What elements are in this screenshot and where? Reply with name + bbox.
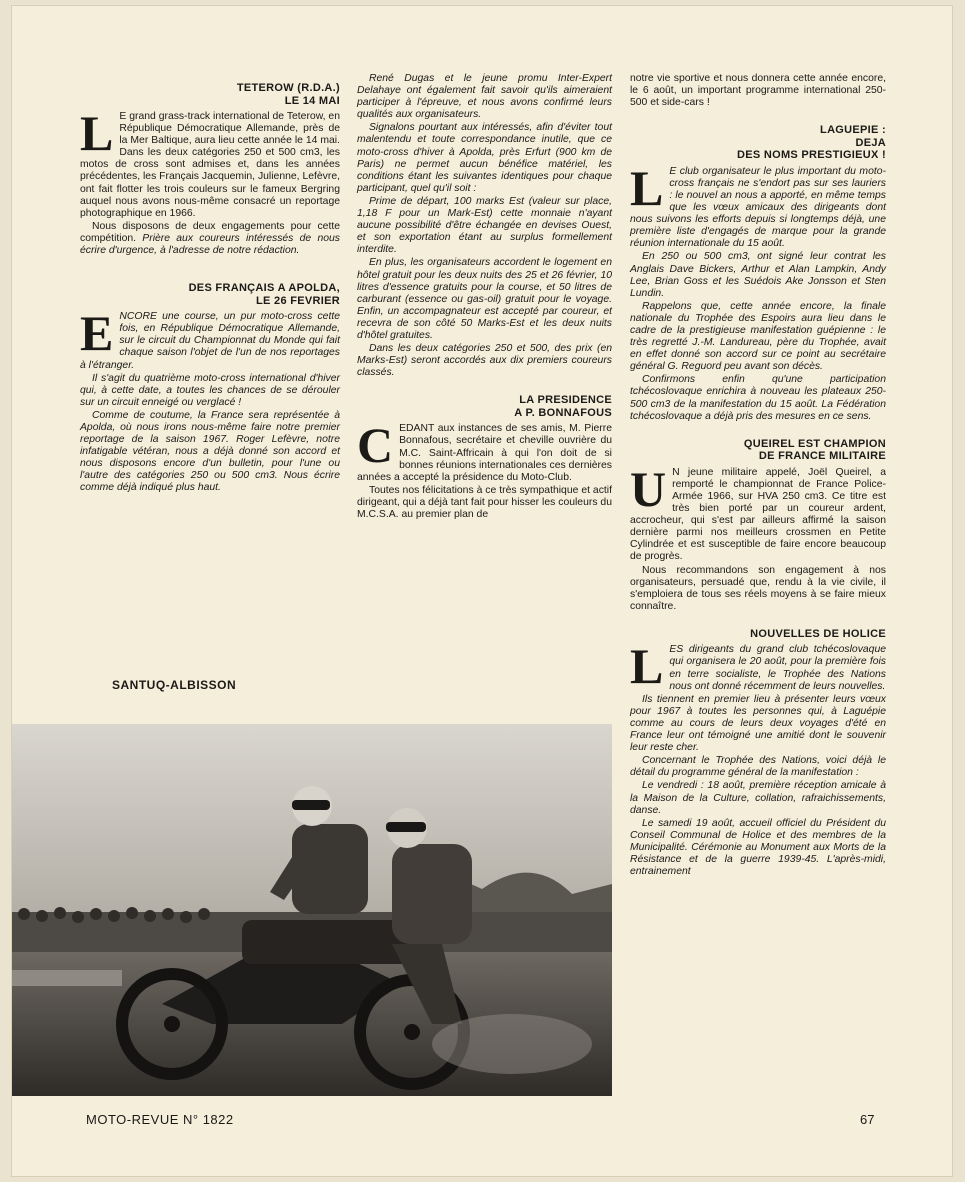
text: E club organisateur le plus important du moto-cross français ne s'endort pas sur ses lauriers : le nouvel an nous a apporté, en même temps que les vœux amicaux des dirigeants dont nous suivons les efforts depuis si longtemps déjà, une première liste d'engagés de marque pour la grande réunion internationale du 15 août. (630, 165, 886, 250)
headline-line: DEJA (855, 136, 886, 149)
article-paragraph: Dans les deux catégories 250 et 500, des prix (en Marks-Est) seront accordés aux dix premiers coureurs classés. (357, 343, 612, 379)
article-paragraph: Toutes nos félicitations à ce très sympathique et actif dirigeant, qui a déjà tant fait pour hisser les couleurs du M.C.S.A. au premier plan de (357, 484, 612, 520)
headline-line: DES NOMS PRESTIGIEUX ! (736, 149, 886, 162)
headline-line: QUEIREL EST CHAMPION (743, 437, 886, 450)
headline-line: DES FRANÇAIS A APOLDA, (188, 282, 340, 295)
article-paragraph: Nous recommandons son engagement à nos organisateurs, persuadé que, rendu à la vie civile, il s'emploiera de tous ses réels moyens à se faire mieux connaître. (630, 564, 886, 612)
text: Prière aux coureurs intéressés de nous écrire d'urgence, à l'adresse de notre rédaction. (80, 232, 340, 257)
spacer (80, 258, 340, 276)
headline-line: A P. BONNAFOUS (514, 406, 612, 419)
article-paragraph (80, 105, 340, 220)
article-paragraph: Signalons pourtant aux intéressés, afin d'éviter tout malentendu et toute correspondance inutile, que ce moto-cross d'hiver à Apolda, près Erfurt (900 km de Paris) ne permet aucun bénéfice matériel, les conditions étant les suivantes identiques pour chaque participant, quel qu'il soit : (357, 122, 612, 194)
headline-line: DE FRANCE MILITAIRE (758, 450, 886, 463)
headline-line: LE 14 MAI (284, 94, 340, 107)
article-paragraph: Prime de départ, 100 marks Est (valeur sur place, 1,18 F pour un Mark-Est) cette monnaie n'ayant aucune possibilité d'être échangée en devises Ouest, et son exportation étant au surplus formellement interdite. (357, 195, 612, 256)
page-number: 67 (860, 1112, 875, 1127)
text: N jeune militaire appelé, Joël Queirel, a remporté le championnat de France Police-Armée 1966, sur HVA 250 cm3. Ce titre est très bien porté par un coureur ardent, accrocheur, qui s'est par ailleurs affirmé la saison dernière parmi nos meilleurs crossmen en Petite Cylindrée et est susceptible de faire encore beaucoup de progrès. (630, 466, 886, 563)
headline-holice (630, 628, 886, 641)
column-2 (357, 73, 612, 522)
drop-cap: U (630, 460, 667, 517)
article-paragraph: En plus, les organisateurs accordent le logement en hôtel gratuit pour les deux nuits des 25 et 26 février, 10 litres d'essence gratuits pour la course, et 50 litres de carburant (essence ou gas-oil) gratuit pour le voyage. Enfin, un accompagnateur est accepté par coureur, et recevra de son côté 50 Marks-Est et les deux nuits d'hôtel gratuites. (357, 257, 612, 341)
drop-cap: E (80, 305, 114, 362)
sidecar-photo-image (12, 724, 612, 1096)
text: NCORE une course, un pur moto-cross cette fois, en République Démocratique Allemande, sur le circuit du Championnat du Monde qui fait chaque saison l'objet de l'un de nos reportages à l'étranger. (80, 311, 340, 371)
text: EDANT aux instances de ses amis, M. Pierre Bonnafous, secrétaire et cheville ouvrière du M.C. Saint-Affricain à qui l'on doit de si bonnes réunions internationales ces dernières années a accepté la présidence du Moto-Club. (357, 423, 612, 483)
headline-teterow (80, 82, 340, 107)
headline-line: LA PRESIDENCE (519, 394, 612, 407)
photo-title: SANTUQ-ALBISSON (112, 678, 237, 692)
headline-presidence (357, 394, 612, 419)
drop-cap: L (630, 159, 664, 216)
article-paragraph (80, 305, 340, 371)
article-paragraph: Le vendredi : 18 août, première réception amicale à la Maison de la Culture, collation, rafraichissements, danse. (630, 780, 886, 816)
headline-laguepie (630, 124, 886, 162)
spacer (630, 424, 886, 432)
spacer (630, 110, 886, 118)
spacer (357, 380, 612, 388)
text: ES dirigeants du grand club tchécoslovaque qui organisera le 20 août, pour la première fois en terre socialiste, le Trophée des Nations nous ont donné récemment de leurs nouvelles. (669, 644, 886, 692)
column-3 (630, 73, 886, 879)
article-paragraph: Concernant le Trophée des Nations, voici déjà le détail du programme général de la manifestation : (630, 755, 886, 779)
article-paragraph: Confirmons enfin qu'une participation tchécoslovaque enrichira à nouveau les plateaux 250-500 cm3 de la manifestation du 15 août. La Fédération tchécoslovaque a déjà pris des mesures en ce sens. (630, 374, 886, 422)
article-paragraph (630, 159, 886, 251)
headline-line: NOUVELLES DE HOLICE (750, 627, 886, 640)
article-paragraph: Il s'agit du quatrième moto-cross international d'hiver qui, à cette date, a toutes les chances de se dérouler sur un circuit enneigé ou verglacé ! (80, 372, 340, 408)
drop-cap: L (630, 638, 664, 695)
article-paragraph (630, 638, 886, 695)
spacer (630, 614, 886, 622)
magazine-page (12, 6, 952, 1176)
magazine-issue: MOTO-REVUE N° 1822 (86, 1112, 234, 1127)
article-paragraph: René Dugas et le jeune promu Inter-Expert Delahaye ont également fait savoir qu'ils aimeraient participer à l'épreuve, et nous avons confirmé leurs qualités aux organisateurs. (357, 73, 612, 121)
text: E grand grass-track international de Teterow, en République Démocratique Allemande, près de la Mer Baltique, aura lieu cette année le 14 mai. Dans les deux catégories 250 et 500 cm3, les motos de cross sont admises et, dans les années précédentes, les Français Jacquemin, Julienne, Lefèvre, ont fait flotter les trois couleurs sur le fameux Bergring auquel nous avons nous-même consacré un reportage photographique en 1966. (80, 111, 340, 219)
article-paragraph: En 250 ou 500 cm3, ont signé leur contrat les Anglais Dave Bickers, Arthur et Alan Lampkin, Andy Lee, Brian Goss et les Suédois Ake Jonsson et Sten Lundin. (630, 251, 886, 299)
drop-cap: L (80, 105, 114, 161)
headline-queirel (630, 438, 886, 463)
article-paragraph: Comme de coutume, la France sera représentée à Apolda, où nous irons nous-même faire notre premier reportage de la saison 1967. Roger Lefèvre, notre infatigable vétéran, nous a déjà donné son accord et nous disposons encore d'un bulletin, pour l'une ou l'autre des catégories 250 ou 500 cm3. Nous écrire comme déjà indiqué plus haut. (80, 409, 340, 494)
column-1 (80, 76, 340, 496)
headline-line: LAGUEPIE : (820, 124, 886, 137)
article-paragraph: Rappelons que, cette année encore, la finale nationale du Trophée des Espoirs aura lieu dans le cadre de la prestigieuse manifestation guépienne : le très regretté J.-M. Landureau, père du Trophée, avait en effet donné son accord sur ce point au secrétaire général G. Reguord peu avant son décès. (630, 300, 886, 373)
article-paragraph: notre vie sportive et nous donnera cette année encore, le 6 août, un important programme international 250-500 et side-cars ! (630, 73, 886, 109)
sidecar-photo (12, 724, 612, 1096)
text: Nous disposons de deux engagements pour cette compétition. (80, 220, 340, 244)
headline-line: TETEROW (R.D.A.) (236, 82, 340, 94)
article-paragraph: Le samedi 19 août, accueil officiel du Président du Conseil Communal de Holice et des membres de la Municipalité. Cérémonie au Monument aux Morts de la Résistance et de la guerre 1939-45. L'après-midi, entrainement (630, 817, 886, 878)
article-paragraph (357, 417, 612, 483)
headline-apolda (80, 282, 340, 307)
article-paragraph (630, 460, 886, 564)
headline-line: LE 26 FEVRIER (256, 294, 340, 307)
article-paragraph: Ils tiennent en premier lieu à présenter leurs vœux pour 1967 à toutes les personnes qui, à Laguépie comme au cours de leurs deux voyages d'été en France leur ont témoigné une amitié dont le souvenir leur reste cher. (630, 693, 886, 754)
article-paragraph (80, 221, 340, 257)
drop-cap: C (357, 417, 394, 474)
